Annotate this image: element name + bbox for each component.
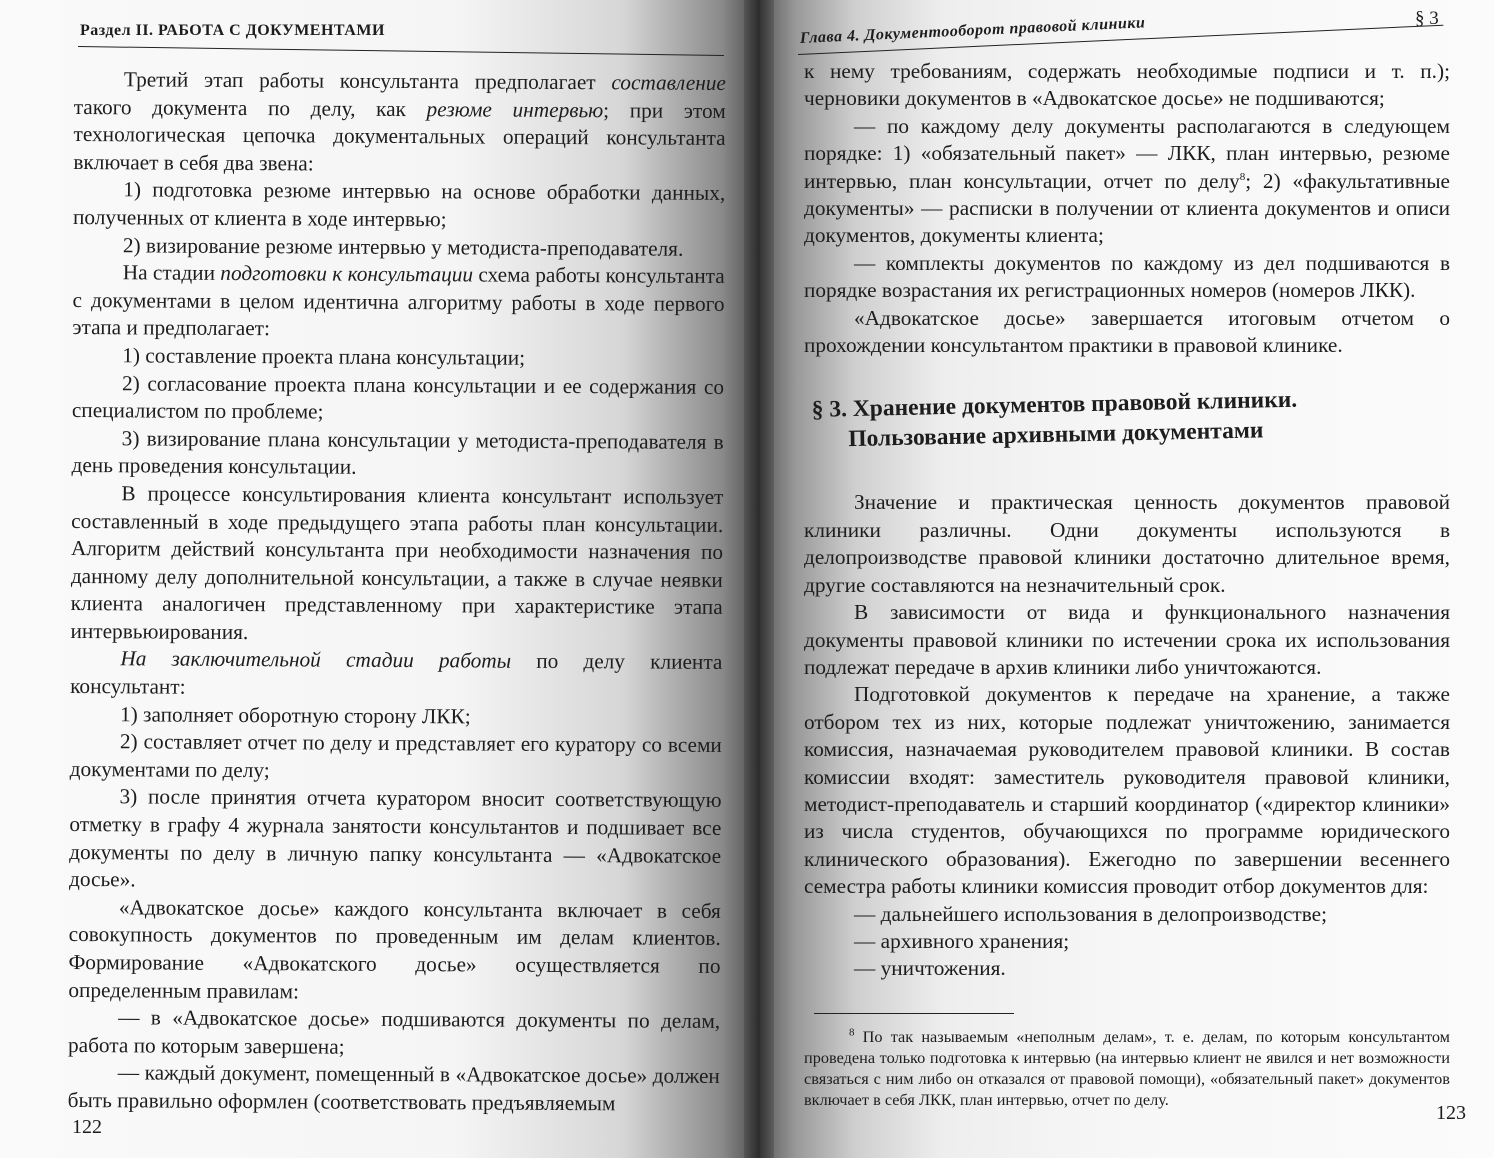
footnote: $^8$ По так называемым «неполным делам», т. е. делам, по которым консультантом проведена только подготовка к интервью (на интервью клиент не явился и нет возможности связаться с ним либо он отказался от правовой помощи), «обязательный пакет» документов включает в себя ЛКК, план интервью, отчет по делу.: [804, 1026, 1450, 1109]
paragraph: «Адвокатское досье» каждого консультанта включает в себя совокупность документов по проведенным им делам клиентов. Формирование «Адвокатского досье» осуществляется по определенным правилам:: [68, 895, 721, 1003]
list-item: — в «Адвокатское досье» подшиваются документы по делам, работа по которым завершена;: [67, 1005, 721, 1059]
list-item: — дальнейшего использования в делопроизводстве;: [854, 901, 1328, 926]
section-heading: § 3. Хранение документов правовой клиники. Пользование архивными документами: [811, 387, 1298, 453]
list-item: 3) после принятия отчета куратором вносит соответствующую отметку в графу 4 журнала занятости консультантов и подшивает все документы по делу в личную папку консультанта — «Адвокатское досье».: [68, 784, 722, 892]
paragraph: В процессе консультирования клиента консультант использует составленный в ходе предыдущего этапа работы план консультации. Алгоритм действий консультанта при необходимости назначения по данному делу дополнительной консультации, а также в случае неявки клиента аналогичен представленному при характеристике этапа интервьюирования.: [70, 481, 724, 644]
footnote-rule: [814, 1013, 1014, 1014]
list-item: — уничтожения.: [854, 956, 1006, 981]
paragraph: Третий этап работы консультанта предполагает составление такого документа по делу, как резюме интервью; при этом технологическая цепочка документальных операций консультанта включает в себя два звена:: [73, 67, 726, 176]
paragraph: В зависимости от вида и функционального назначения документы правовой клиники по истечении срока их использования подлежат передаче в архив клиники либо уничтожаются.: [804, 600, 1450, 679]
list-item: 2) составляет отчет по делу и представляет его куратору со всеми документами по делу;: [69, 729, 722, 783]
paragraph: «Адвокатское досье» завершается итоговым отчетом о прохождении консультантом практики в правовой клинике.: [804, 305, 1450, 358]
right-running-head: Глава 4. Документооборот правовой клиники: [799, 14, 1146, 47]
page-number-left: 122: [72, 1116, 102, 1138]
list-item: — архивного хранения;: [854, 928, 1070, 953]
page-number-right: 123: [1436, 1102, 1466, 1124]
list-item: 1) составление проекта плана консультации;: [122, 343, 526, 370]
paragraph: Подготовкой документов к передаче на хранение, а также отбором тех из них, которые подлежат уничтожению, занимается комиссия, назначаемая руководителем правовой клиники. В состав комиссии входят: заместитель руководителя правовой клиники, методист-преподаватель и старший координатор («директор клиники» из числа студентов, обучающихся по программе юридического клинического образования). Ежегодно по завершении весеннего семестра работы клиники комиссия проводит отбор документов для:: [804, 682, 1450, 899]
list-item: 1) подготовка резюме интервью на основе обработки данных, полученных от клиента в ходе интервью;: [73, 177, 726, 232]
section-mark: § 3: [1415, 8, 1439, 29]
left-running-head: Раздел II. РАБОТА С ДОКУМЕНТАМИ: [80, 22, 385, 39]
right-page-text: [804, 58, 1450, 1110]
list-item: 1) заполняет оборотную сторону ЛКК;: [119, 701, 471, 729]
list-item: 2) согласование проекта плана консультации и ее содержания со специалистом по проблеме;: [71, 370, 725, 424]
paragraph: Значение и практическая ценность документов правовой клиники различны. Одни документы используются в делопроизводстве правовой клиники достаточно длительное время, другие составляются на незначительный срок.: [804, 490, 1450, 597]
footnote-ref: 8: [1239, 170, 1246, 183]
list-item: — каждый документ, помещенный в «Адвокатское досье» должен быть правильно оформлен (соответствовать предъявляемым: [67, 1060, 720, 1116]
paragraph: На стадии подготовки к консультации схема работы консультанта с документами в целом идентична алгоритму работы в ходе первого этапа и предполагает:: [72, 260, 725, 341]
paragraph: к нему требованиям, содержать необходимые подписи и т. п.); черновики документов в «Адвокатское досье» не подшиваются;: [804, 59, 1450, 111]
list-item: — комплекты документов по каждому из дел подшиваются в порядке возрастания их регистрационных номеров (номеров ЛКК).: [804, 250, 1450, 303]
paragraph: На заключительной стадии работы по делу клиента консультант:: [70, 646, 723, 699]
left-page-text: [68, 66, 726, 1119]
list-item: 3) визирование плана консультации у методиста-преподавателя в день проведения консультации.: [71, 426, 724, 480]
list-item: 2) визирование резюме интервью у методиста-преподавателя.: [122, 232, 684, 261]
book-gutter: [744, 0, 774, 1158]
list-item: — по каждому делу документы располагаются в следующем порядке: 1) «обязательный пакет» — ЛКК, план интервью, резюме интервью, план консультации, отчет по делу$^8$; 2) «факультативные документы» — расписки в получении от клиента документов и описи документов, документы клиента;: [804, 113, 1450, 248]
